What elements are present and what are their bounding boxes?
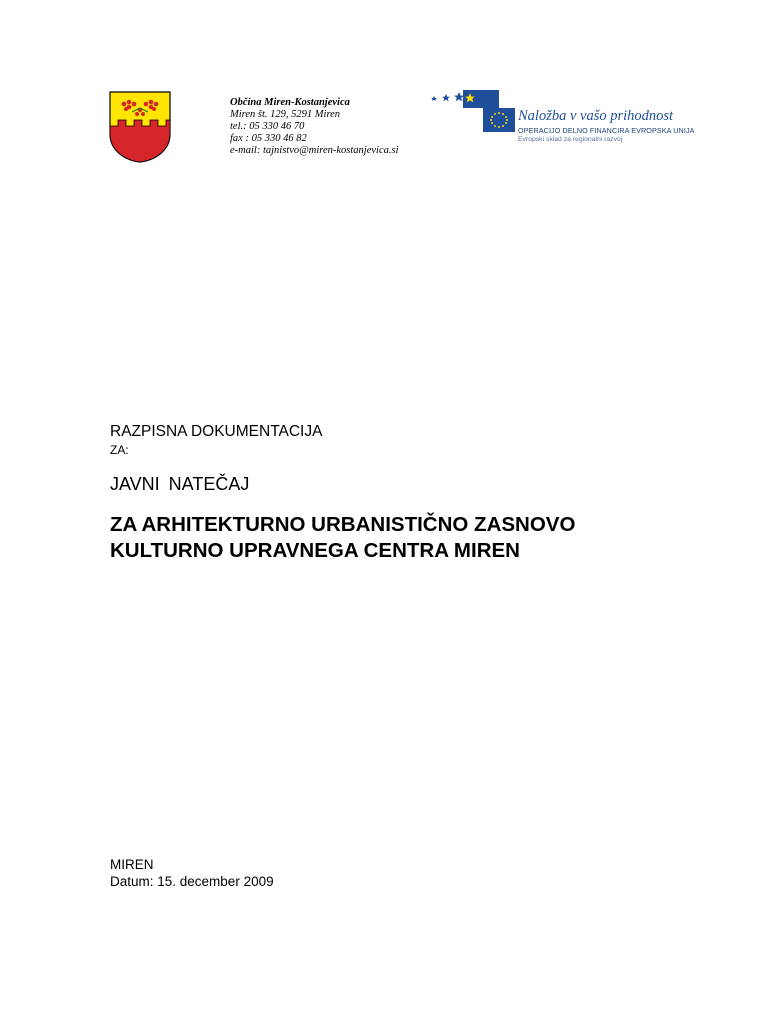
municipality-email: e-mail: tajnistvo@miren-kostanjevica.si xyxy=(230,145,399,156)
document-label: RAZPISNA DOKUMENTACIJA xyxy=(110,423,323,440)
municipality-name: Občina Miren-Kostanjevica xyxy=(230,97,350,108)
competition-heading: JAVNI NATEČAJ xyxy=(110,474,250,494)
coat-of-arms-logo xyxy=(108,90,172,164)
eu-slogan: Naložba v vašo prihodnost xyxy=(518,108,674,124)
document-title-line-2: KULTURNO UPRAVNEGA CENTRA MIREN xyxy=(110,539,520,562)
document-label-za: ZA: xyxy=(110,443,129,457)
document-date: Datum: 15. december 2009 xyxy=(110,874,274,889)
eu-flag-logo xyxy=(463,90,515,132)
municipality-address: Miren št. 129, 5291 Miren xyxy=(230,109,341,120)
document-title-line-1: ZA ARHITEKTURNO URBANISTIČNO ZASNOVO xyxy=(110,513,576,536)
document-place: MIREN xyxy=(110,857,154,872)
municipality-header xyxy=(230,97,398,157)
municipality-tel: tel.: 05 330 46 70 xyxy=(230,121,305,132)
municipality-fax: fax : 05 330 46 82 xyxy=(230,133,307,144)
document-title xyxy=(110,512,575,564)
eu-fund-text: Evropski sklad za regionalni razvoj xyxy=(518,136,623,143)
eu-cofinance-text: OPERACIJO DELNO FINANCIRA EVROPSKA UNIJA xyxy=(518,126,695,135)
